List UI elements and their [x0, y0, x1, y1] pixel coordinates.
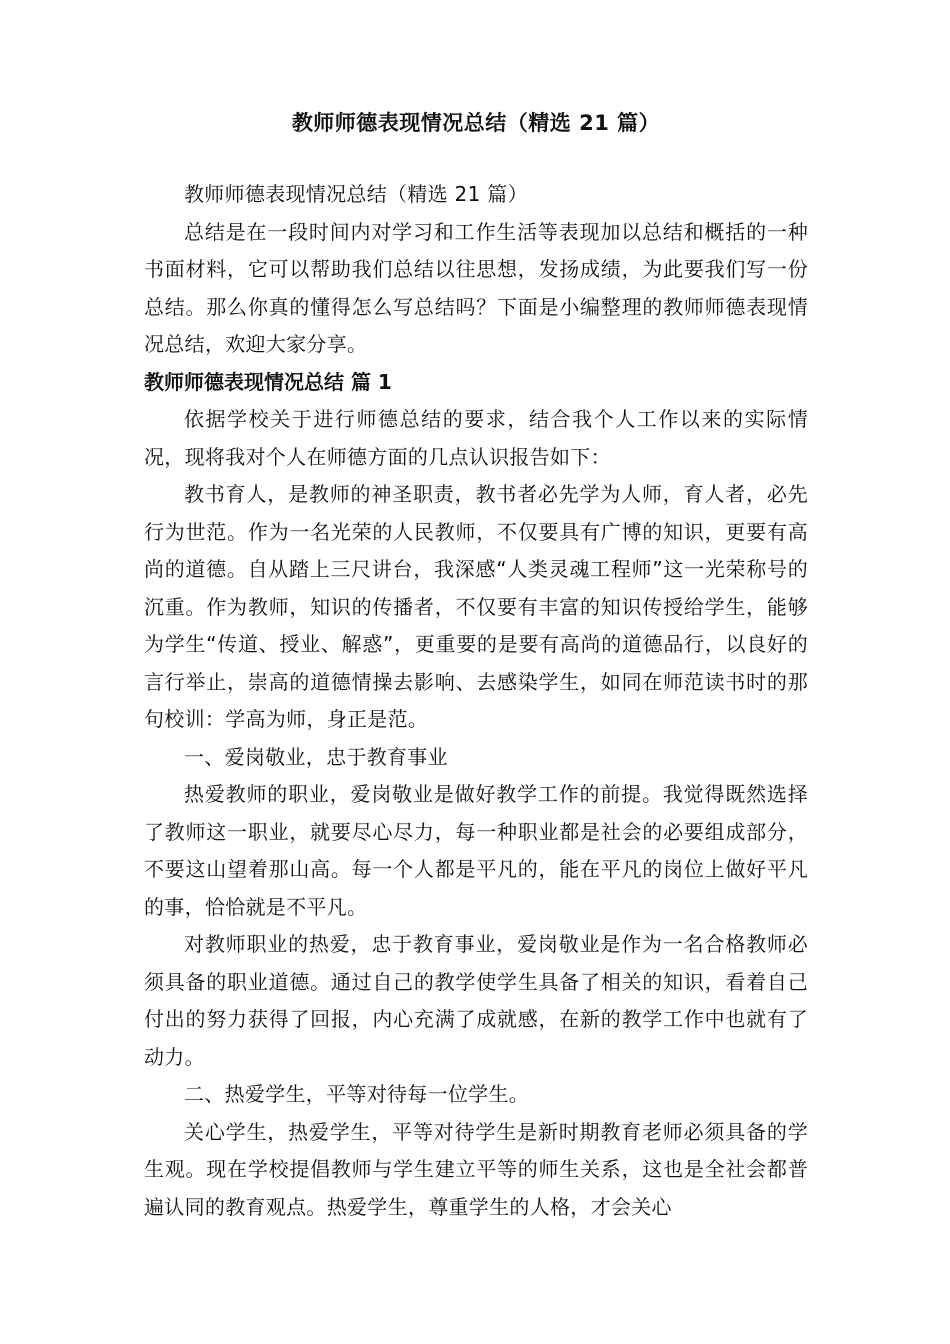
subheading-paragraph: 一、爱岗敬业，忠于教育事业 [184, 744, 448, 769]
intro-paragraph: 教师师德表现情况总结（精选 21 篇） [184, 182, 528, 206]
document-page [144, 108, 808, 1226]
body-paragraph: 依据学校关于进行师德总结的要求，结合我个人工作以来的实际情况，现将我对个人在师德方面的几点认识报告如下： [144, 407, 808, 469]
subheading-paragraph: 二、热爱学生，平等对待每一位学生。 [184, 1082, 530, 1106]
body-paragraph: 对教师职业的热爱，忠于教育事业，爱岗敬业是作为一名合格教师必须具备的职业道德。通过自己的教学使学生具备了相关的知识，看着自己付出的努力获得了回报，内心充满了成就感，在新的教学工作中也就有了动力。 [144, 932, 808, 1069]
body-paragraph: 关心学生，热爱学生，平等对待学生是新时期教育老师必须具备的学生观。现在学校提倡教师与学生建立平等的师生关系，这也是全社会都普遍认同的教育观点。热爱学生，尊重学生的人格，才会关心 [144, 1119, 808, 1219]
document-title: 教师师德表现情况总结（精选 21 篇） [291, 111, 661, 135]
section-heading: 教师师德表现情况总结 篇 1 [144, 369, 392, 394]
body-paragraph: 教书育人，是教师的神圣职责，教书者必先学为人师，育人者，必先行为世范。作为一名光荣的人民教师，不仅要具有广博的知识，更要有高尚的道德。自从踏上三尺讲台，我深感“人类灵魂工程师”这一光荣称号的沉重。作为教师，知识的传播者，不仅要有丰富的知识传授给学生，能够为学生“传道、授业、解惑”，更重要的是要有高尚的道德品行，以良好的言行举止，崇高的道德情操去影响、去感染学生，如同在师范读书时的那句校训：学高为师，身正是范。 [144, 482, 808, 731]
intro-paragraph: 总结是在一段时间内对学习和工作生活等表现加以总结和概括的一种书面材料，它可以帮助我们总结以往思想，发扬成绩，为此要我们写一份总结。那么你真的懂得怎么写总结吗？下面是小编整理的教师师德表现情况总结，欢迎大家分享。 [144, 219, 808, 356]
body-paragraph: 热爱教师的职业，爱岗敬业是做好教学工作的前提。我觉得既然选择了教师这一职业，就要尽心尽力，每一种职业都是社会的必要组成部分，不要这山望着那山高。每一个人都是平凡的，能在平凡的岗位上做好平凡的事，恰恰就是不平凡。 [144, 782, 808, 919]
